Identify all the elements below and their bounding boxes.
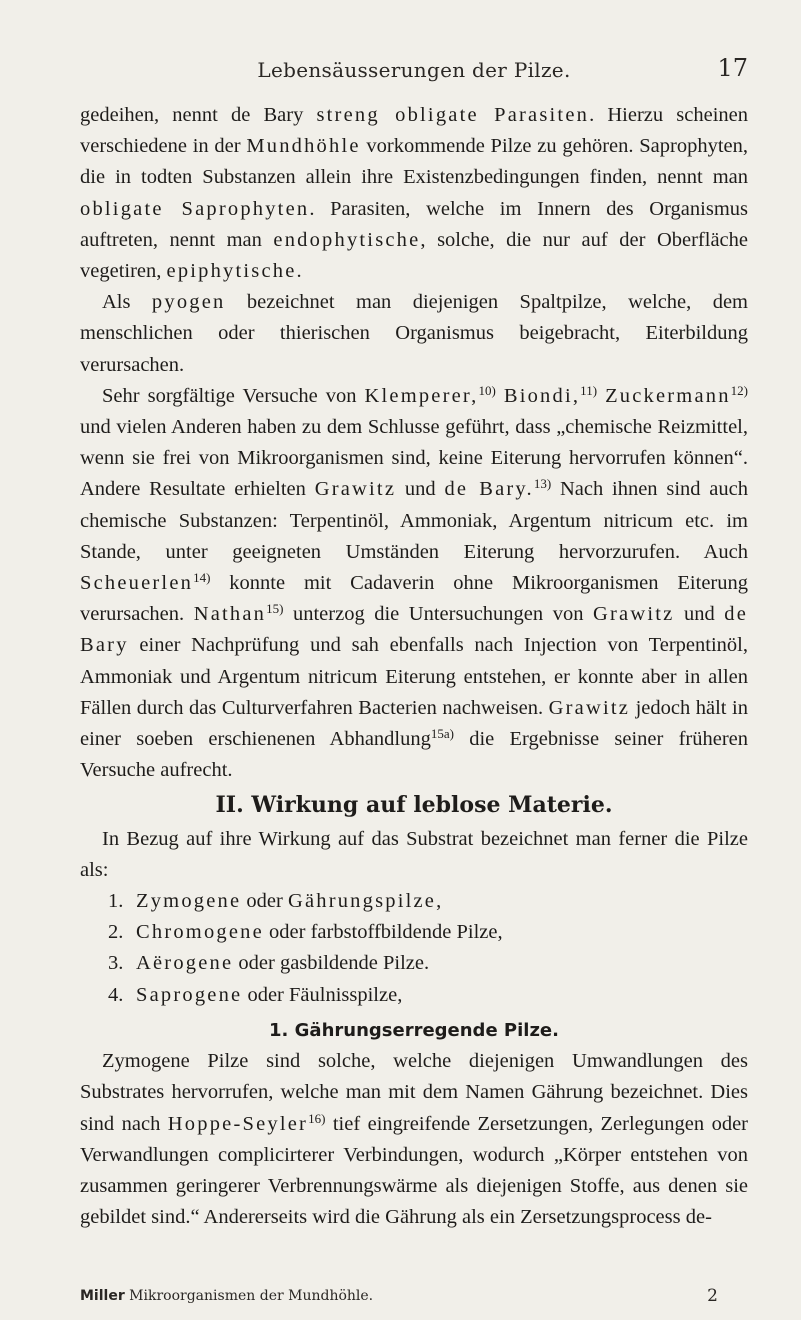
list-term: Chromogene	[136, 921, 264, 944]
author-name: Hoppe-Seyler	[167, 1112, 309, 1135]
text-run	[496, 385, 504, 407]
text-run: die Ergebnisse seiner früheren Versuche aufrecht.	[80, 728, 748, 782]
emphasized-term: Mundhöhle	[246, 135, 361, 158]
list-item	[80, 886, 748, 917]
emphasized-term: streng obligate Parasiten	[316, 104, 590, 126]
list-text: oder Fäulnisspilze,	[242, 983, 403, 1006]
text-run: und	[674, 603, 725, 626]
footer-author: Miller	[80, 1288, 125, 1304]
text-run: vorkommende Pilze zu gehören. Saprophyten, die in todten Substanzen allein ihre Existenzbedingungen finden, nennt man	[80, 135, 748, 189]
list-number: 4.	[108, 983, 124, 1006]
emphasized-term: endophytische	[273, 228, 421, 251]
footnote-ref: 10)	[478, 382, 496, 398]
list-term: Zymogene	[136, 890, 242, 913]
list-text: ,	[436, 890, 442, 913]
text-run: . Hierzu scheinen verschiedene in der	[80, 104, 749, 158]
text-run: konnte mit Cadaverin ohne Mikroorganismen Eiterung verursachen.	[80, 572, 748, 626]
author-name: Grawitz	[314, 478, 397, 501]
emphasized-term: obligate Saprophyten	[80, 197, 310, 220]
list-number: 1.	[108, 890, 124, 913]
running-title: Lebensäusserungen der Pilze.	[257, 58, 571, 82]
paragraph-1	[80, 100, 748, 287]
author-name: de Bary	[80, 603, 748, 657]
footnote-ref: 11)	[580, 382, 598, 398]
text-run: gedeihen, nennt de Bary	[80, 104, 317, 126]
page-header	[80, 54, 748, 92]
footnote-ref: 15)	[266, 601, 284, 617]
author-name: Klemperer,	[364, 384, 479, 407]
paragraph-5	[80, 1046, 748, 1233]
author-name: Scheuerlen	[80, 572, 194, 595]
text-run	[597, 385, 605, 407]
list-item	[80, 948, 748, 979]
list-text: oder	[241, 890, 288, 913]
text-run: Zymogene Pilze sind solche, welche diejenigen Umwandlungen des Substrates hervorrufen, welche man mit dem Namen Gährung bezeichnet. Dies sind nach	[80, 1050, 748, 1135]
page-footer	[80, 1288, 748, 1308]
list-text: oder farbstoffbildende Pilze,	[263, 921, 503, 944]
paragraph-2	[80, 287, 748, 381]
text-run: . Parasiten, welche im Innern des Organismus auftreten, nennt man	[80, 197, 749, 251]
text-run: tief eingreifende Zersetzungen, Zerlegungen oder Verwandlungen complicirterer Verbindungen, wodurch „Körper entstehen von zusammen geringerer Verbrennungswärme als diejenigen Stoffe, aus denen sie gebildet sind.“ Andererseits wird die Gährung als ein Zersetzungsprocess de-	[80, 1112, 748, 1229]
list-text: oder gasbildende Pilze.	[233, 952, 430, 975]
list-number: 2.	[108, 921, 124, 944]
text-run: jedoch hält in einer soeben erschienenen Abhandlung	[80, 696, 748, 751]
footnote-ref: 15a)	[430, 726, 454, 742]
author-name: Grawitz	[548, 696, 631, 719]
author-name: Zuckermann	[605, 384, 731, 407]
list-item	[80, 980, 748, 1011]
footnote-ref: 13)	[533, 476, 552, 492]
sub-heading: 1. Gährungserregende Pilze.	[269, 1019, 559, 1041]
footnote-ref: 12)	[730, 382, 748, 398]
list-term: Aërogene	[136, 952, 234, 975]
text-run: Als	[102, 291, 152, 314]
paragraph-4: In Bezug auf ihre Wirkung auf das Substrat bezeichnet man ferner die Pilze als:	[80, 827, 748, 881]
list-item	[80, 917, 748, 948]
author-name: Nathan	[193, 603, 267, 626]
text-run: einer Nachprüfung und sah ebenfalls nach Injection von Terpentinöl, Ammoniak und Argentum nitricum Eiterung entstehen, er konnte aber in allen Fällen durch das Culturverfahren Bacterien nachweisen.	[80, 634, 748, 719]
footnote-ref: 16)	[308, 1110, 326, 1126]
author-name: de Bary.	[444, 478, 534, 501]
text-run: , solche, die nur auf der Oberfläche vegetiren,	[80, 228, 748, 283]
emphasized-term: epiphytische	[166, 260, 297, 283]
text-run: unterzog die Untersuchungen von	[283, 603, 593, 626]
emphasized-term: pyogen	[151, 291, 226, 314]
footer-text: Mikroorganismen der Mundhöhle.	[124, 1288, 374, 1304]
list-number: 3.	[108, 952, 124, 975]
text-run: und vielen Anderen haben zu dem Schlusse geführt, dass „chemische Reizmittel, wenn sie frei von Mikroorganismen sind, keine Eiterung hervorrufen können“. Andere Resultate erhielten	[80, 416, 748, 501]
signature-mark: 2	[707, 1286, 718, 1306]
list-term: Saprogene	[136, 983, 243, 1006]
list-term: Gährungspilze	[287, 890, 437, 913]
text-run: .	[296, 260, 302, 283]
text-run: bezeichnet man diejenigen Spaltpilze, welche, dem menschlichen oder thierischen Organismus beigebracht, Eiterbildung verursachen.	[80, 291, 748, 376]
text-run: Sehr sorgfältige Versuche von	[102, 384, 365, 407]
text-run: Nach ihnen sind auch chemische Substanzen: Terpentinöl, Ammoniak, Argentum nitricum etc. im Stande, unter geeigneten Umständen Eiterung hervorzurufen. Auch	[80, 478, 749, 563]
footnote-ref: 14)	[193, 570, 211, 586]
classification-list	[80, 886, 748, 1011]
author-name: Grawitz	[592, 603, 675, 626]
page-body	[80, 100, 748, 1233]
page-number: 17	[717, 54, 748, 82]
paragraph-3	[80, 381, 748, 787]
author-name: Biondi,	[503, 384, 581, 407]
section-heading: II. Wirkung auf leblose Materie.	[215, 792, 613, 819]
text-run: und	[396, 478, 445, 501]
